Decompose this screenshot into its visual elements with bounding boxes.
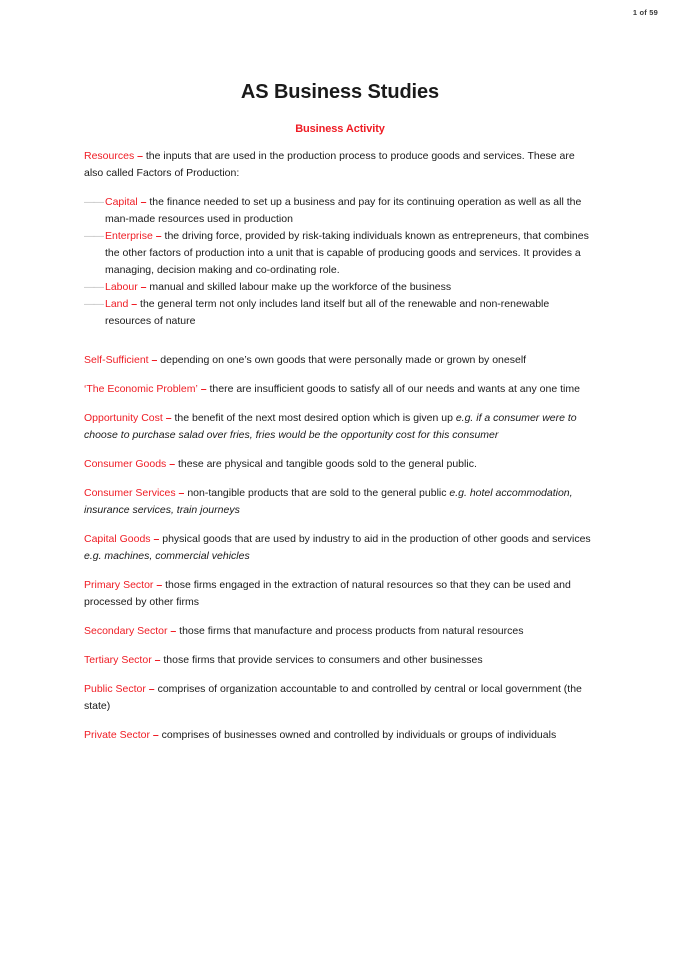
definition-entry-consumer-services — [84, 485, 596, 519]
definition-entry-consumer-goods — [84, 456, 596, 473]
definition-entry-the-economic-problem — [84, 381, 596, 398]
definition-term: Consumer Goods — [84, 458, 167, 470]
definition-separator: – — [167, 625, 180, 637]
definition-separator: – — [137, 281, 150, 293]
definition-term: Labour — [105, 281, 138, 293]
definition-term: Primary Sector — [84, 579, 154, 591]
definition-term: Tertiary Sector — [84, 654, 152, 666]
definition-body: these are physical and tangible goods sold to the general public. — [177, 458, 477, 470]
definition-separator: – — [162, 412, 175, 424]
definition-body: physical goods that are used by industry to aid in the production of other goods and services — [162, 533, 591, 545]
definition-entry-capital-goods — [84, 531, 596, 565]
definition-body: those firms that provide services to consumers and other businesses — [163, 654, 483, 666]
definition-entry-private-sector — [84, 727, 596, 744]
definition-body: manual and skilled labour make up the workforce of the business — [149, 281, 452, 293]
definition-entry-tertiary-sector — [84, 652, 596, 669]
definition-body: there are insufficient goods to satisfy all of our needs and wants at any one time — [209, 383, 580, 395]
definition-body: those firms engaged in the extraction of natural resources so that they can be used and processed by other firms — [84, 579, 571, 608]
definition-term: Public Sector — [84, 683, 146, 695]
list-item — [84, 296, 596, 330]
definition-separator: – — [151, 654, 164, 666]
definition-separator: – — [128, 298, 141, 310]
definition-entry-opportunity-cost — [84, 410, 596, 444]
definition-entry-self-sufficient — [84, 352, 596, 369]
definition-body: those firms that manufacture and process products from natural resources — [179, 625, 524, 637]
definition-separator: – — [134, 150, 146, 162]
factors-of-production-list — [84, 194, 596, 330]
page-counter: 1 of 59 — [632, 8, 658, 17]
page-title: AS Business Studies — [240, 81, 440, 103]
definition-separator: – — [152, 230, 165, 242]
definition-separator: – — [175, 487, 188, 499]
definition-entry-public-sector — [84, 681, 596, 715]
definition-term: Self-Sufficient — [84, 354, 149, 366]
dash-bullet-icon: —— — [84, 298, 103, 310]
dash-bullet-icon: —— — [84, 196, 103, 208]
definition-body: the inputs that are used in the production process to produce goods and services. These are also called Factors of Production: — [84, 150, 575, 179]
list-item — [84, 228, 596, 279]
definition-separator: – — [148, 354, 161, 366]
definition-term: Capital Goods — [84, 533, 151, 545]
list-item — [84, 194, 596, 228]
definition-example: e.g. machines, commercial vehicles — [84, 550, 250, 562]
definition-term: Consumer Services — [84, 487, 176, 499]
definition-term: Capital — [105, 196, 138, 208]
definition-body: the general term not only includes land itself but all of the renewable and non-renewable resources of nature — [105, 298, 550, 327]
definition-term: ‘The Economic Problem’ — [84, 383, 198, 395]
definition-entry-secondary-sector — [84, 623, 596, 640]
dash-bullet-icon: —— — [84, 230, 103, 242]
definition-separator: – — [166, 458, 178, 470]
definition-entry-resources — [84, 148, 596, 182]
definition-term: Land — [105, 298, 129, 310]
definition-body: comprises of organization accountable to and controlled by central or local government (the state) — [84, 683, 582, 712]
definition-body: the driving force, provided by risk-taking individuals known as entrepreneurs, that combines the other factors of production into a unit that is capable of producing goods and services. It provides a managing, decision making and co-ordinating role. — [105, 230, 589, 276]
definition-separator: – — [149, 729, 162, 741]
page-subtitle: Business Activity — [295, 123, 385, 135]
definition-term: Opportunity Cost — [84, 412, 163, 424]
definition-body: the benefit of the next most desired option which is given up — [174, 412, 456, 424]
dash-bullet-icon: —— — [84, 281, 103, 293]
definition-body: the finance needed to set up a business and pay for its continuing operation as well as all the man-made resources used in production — [105, 196, 582, 225]
definition-separator: – — [145, 683, 158, 695]
definition-separator: – — [153, 579, 166, 591]
document-body — [84, 148, 596, 756]
definition-term: Secondary Sector — [84, 625, 168, 637]
definition-example: e.g. hotel accommodation, insurance services, train journeys — [84, 487, 573, 516]
list-spacer — [84, 342, 596, 352]
definition-term: Enterprise — [105, 230, 153, 242]
definition-separator: – — [137, 196, 150, 208]
definition-term: Resources — [84, 150, 135, 162]
definition-example: e.g. if a consumer were to choose to purchase salad over fries, fries would be the opportunity cost for this consumer — [84, 412, 577, 441]
list-item — [84, 279, 596, 296]
definition-separator: – — [150, 533, 163, 545]
definition-body: non-tangible products that are sold to the general public — [187, 487, 450, 499]
definition-body: depending on one’s own goods that were personally made or grown by oneself — [160, 354, 527, 366]
definition-entry-primary-sector — [84, 577, 596, 611]
definition-separator: – — [197, 383, 210, 395]
definition-term: Private Sector — [84, 729, 150, 741]
definition-body: comprises of businesses owned and controlled by individuals or groups of individuals — [161, 729, 557, 741]
